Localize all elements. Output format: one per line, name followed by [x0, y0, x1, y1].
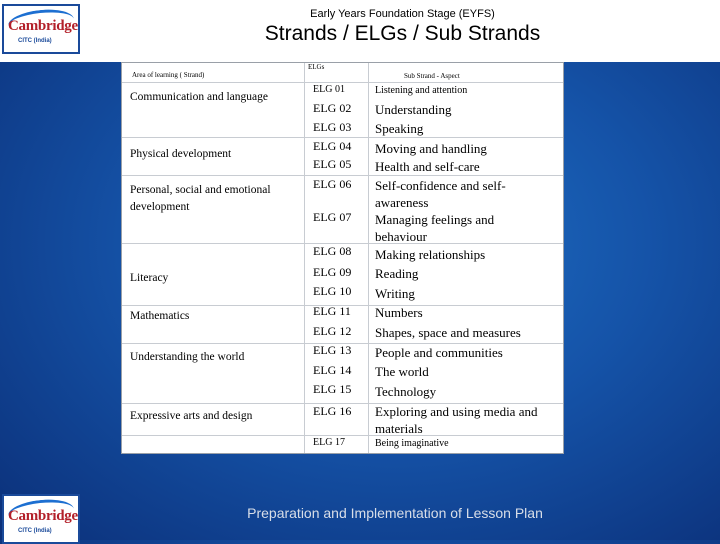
elg-code: ELG 05: [313, 157, 352, 171]
elg-code: ELG 16: [313, 404, 352, 418]
strand-physical: Physical development: [130, 148, 232, 160]
elg-code: ELG 13: [313, 343, 352, 357]
aspect-item: Making relationships: [375, 247, 486, 262]
elg-code: ELG 15: [313, 382, 352, 396]
elg-code: ELG 11: [313, 304, 351, 318]
slide-title: Strands / ELGs / Sub Strands: [264, 22, 541, 45]
column-divider: [368, 63, 369, 453]
elg-code: ELG 17: [313, 437, 345, 448]
aspect-item: Moving and handling: [375, 141, 487, 156]
aspect-item: Speaking: [375, 121, 424, 136]
strands-table: [121, 62, 564, 454]
row-divider: [122, 82, 563, 83]
cambridge-logo-footer: [2, 494, 80, 544]
aspect-item: Writing: [375, 286, 415, 301]
aspect-item: People and communities: [375, 345, 503, 360]
elg-code: ELG 07: [313, 210, 352, 224]
strand-literacy: Literacy: [130, 272, 169, 284]
aspect-item: Exploring and using media and materials: [375, 404, 538, 436]
aspect-item: Numbers: [375, 305, 423, 320]
aspect-item: Understanding: [375, 102, 452, 117]
elg-code: ELG 10: [313, 284, 352, 298]
header-aspect: Sub Strand - Aspect: [404, 72, 460, 80]
logo-name: Cambridge: [8, 18, 78, 34]
elg-code: ELG 08: [313, 244, 352, 258]
elg-code: ELG 01: [313, 84, 345, 95]
aspect-item: Listening and attention: [375, 85, 468, 96]
strand-understanding-world: Understanding the world: [130, 351, 245, 363]
row-divider: [122, 175, 563, 176]
logo-sub: CITC (India): [18, 38, 52, 44]
strand-mathematics: Mathematics: [130, 310, 190, 322]
strand-personal: Personal, social and emotional development: [130, 184, 271, 213]
elg-code: ELG 14: [313, 363, 352, 377]
slide-subtitle: Early Years Foundation Stage (EYFS): [310, 8, 495, 20]
logo-name: Cambridge: [8, 508, 78, 524]
elg-code: ELG 12: [313, 324, 352, 338]
aspect-item: The world: [375, 364, 429, 379]
aspect-item: Health and self-care: [375, 159, 480, 174]
logo-sub: CITC (India): [18, 528, 52, 534]
aspect-item: Self-confidence and self-awareness: [375, 178, 506, 210]
slide-footer: Preparation and Implementation of Lesson Plan: [247, 505, 543, 521]
elg-code: ELG 04: [313, 139, 352, 153]
aspect-item: Technology: [375, 384, 437, 399]
aspect-item: Being imaginative: [375, 438, 449, 449]
strand-expressive-arts: Expressive arts and design: [130, 410, 253, 422]
strand-communication: Communication and language: [130, 91, 268, 103]
elg-code: ELG 09: [313, 265, 352, 279]
aspect-item: Shapes, space and measures: [375, 325, 521, 340]
elg-code: ELG 03: [313, 120, 352, 134]
aspect-item: Managing feelings and behaviour: [375, 212, 495, 244]
aspect-item: Reading: [375, 266, 419, 281]
elg-code: ELG 06: [313, 177, 352, 191]
column-divider: [304, 63, 305, 453]
header-area: Area of learning ( Strand): [132, 71, 205, 79]
row-divider: [122, 137, 563, 138]
header-elg: ELGs: [308, 63, 325, 71]
elg-code: ELG 02: [313, 101, 352, 115]
